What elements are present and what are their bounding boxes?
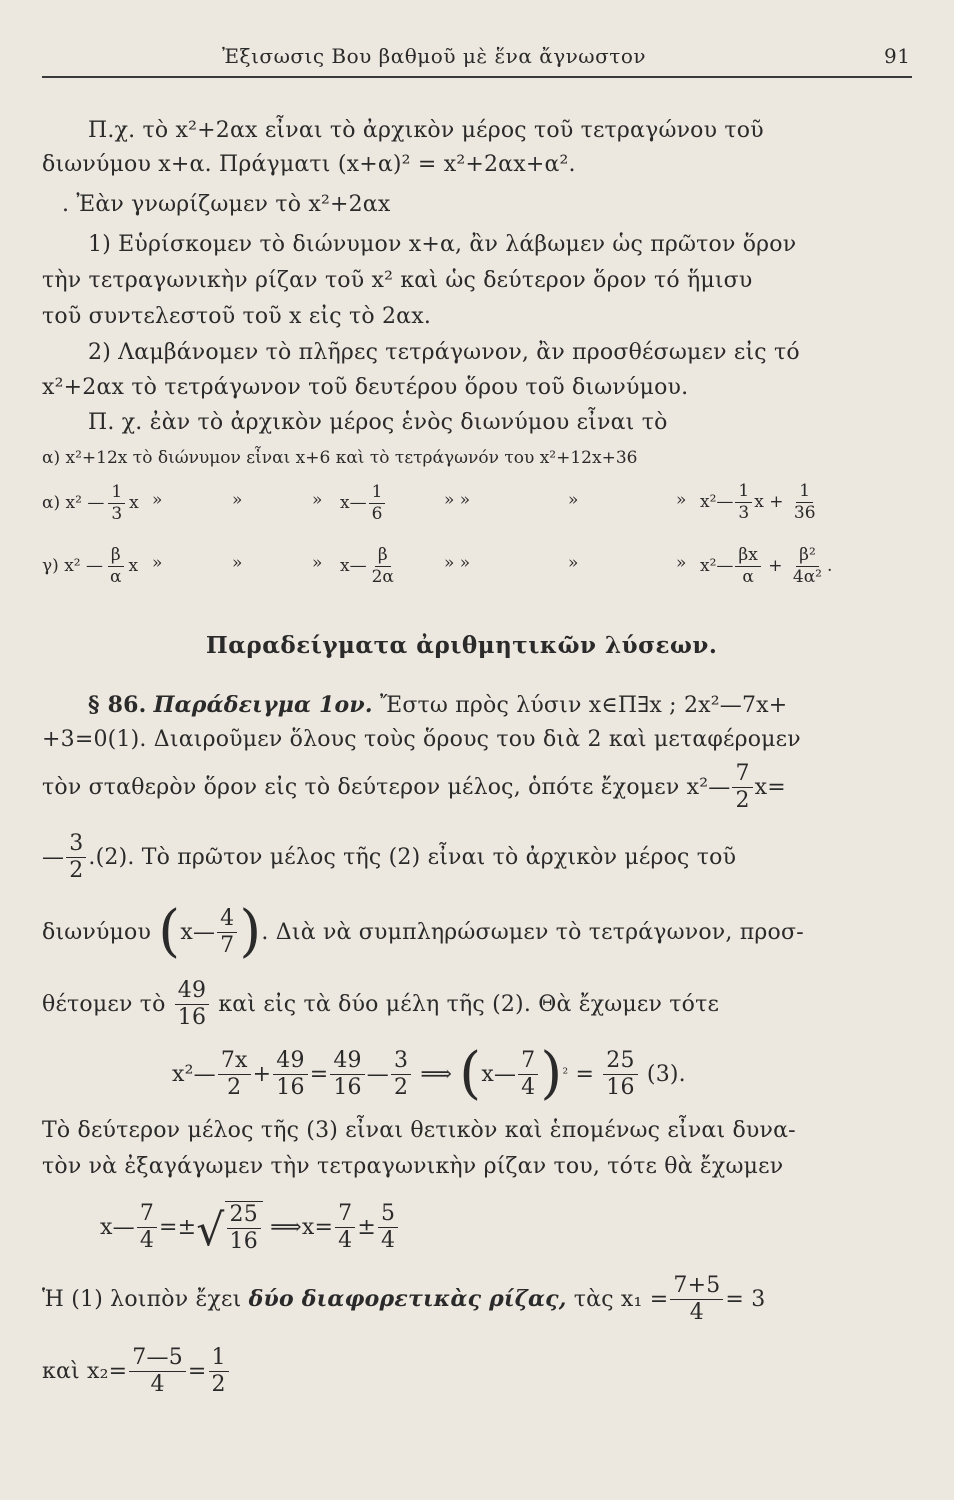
- paragraph-line: τὸν νὰ ἐξαγάγωμεν τὴν τετραγωνικὴν ρίζαν του, τότε θὰ ἔχωμεν: [42, 1154, 784, 1179]
- text-line: 2) Λαμβάνομεν τὸ πλῆρες τετράγωνον, ἂν προσθέσωμεν εἰς τό: [88, 340, 800, 365]
- text-line: διωνύμου x+α. Πράγματι (x+α)² = x²+2αx+α².: [42, 152, 576, 177]
- row-label: α) x² —: [42, 493, 105, 513]
- text-line: τοῦ συντελεστοῦ τοῦ x εἰς τὸ 2αx.: [42, 304, 432, 329]
- text-line: x²+2αx τὸ τετράγωνον τοῦ δευτέρου ὅρου τοῦ διωνύμου.: [42, 375, 689, 400]
- ditto: »: [152, 490, 163, 510]
- equation-3: x²— $\frac{7x}{2}$ + $\frac{49}{16}$ = $\frac{49}{16}$ — $\frac{3}{2}$ ⟹ ( x— $\frac{7}{4}$ ) ² = $\frac{25}{16}$ (3).: [172, 1041, 686, 1106]
- ditto: »: [568, 553, 579, 573]
- equation-sqrt: x— $\frac{7}{4}$ = ± √ $\frac{25}{16}$ ⟹ x= $\frac{7}{4}$ ± $\frac{5}{4}$: [100, 1192, 400, 1262]
- ditto: »: [232, 553, 243, 573]
- running-header: Ἐξισωσις Βου βαθμοῦ μὲ ἕνα ἄγνωστον: [222, 44, 647, 68]
- row-label: γ) x² —: [42, 556, 104, 576]
- paragraph-line: θέτομεν τὸ $\frac{49}{16}$ καὶ εἰς τὰ δύο μέλη τῆς (2). Θὰ ἔχωμεν τότε: [42, 977, 720, 1030]
- ditto: »: [152, 553, 163, 573]
- paragraph-line: — $\frac{3}{2}$ .(2). Τὸ πρῶτον μέλος τῆς (2) εἶναι τὸ ἀρχικὸν μέρος τοῦ: [42, 830, 737, 883]
- paragraph-line: § 86. Παράδειγμα 1ον. Ἔστω πρὸς λύσιν x∈Π∃x ; 2x²—7x+: [88, 692, 788, 718]
- ditto: »: [676, 490, 687, 510]
- page-number: 91: [884, 44, 911, 68]
- ditto: »: [676, 553, 687, 573]
- ditto: »: [312, 553, 323, 573]
- square: x²— $\frac{\beta x}{\alpha}$ + $\frac{\text{β²}}{\text{4α²}}$ .: [700, 544, 833, 587]
- text-line: τὴν τετραγωνικὴν ρίζαν τοῦ x² καὶ ὡς δεύτερον ὅρον τό ἥμισυ: [42, 268, 753, 293]
- ditto: »: [568, 490, 579, 510]
- table-row: α) x² — $\frac{1}{3}$ x: [42, 481, 139, 524]
- paragraph-line: διωνύμου ( x— $\frac{4}{7}$ ) . Διὰ νὰ συμπληρώσωμεν τὸ τετράγωνον, προσ-: [42, 899, 804, 964]
- text-line: . Ἐὰν γνωρίζωμεν τὸ x²+2αx: [62, 192, 391, 217]
- square-root: √ $\frac{25}{16}$: [196, 1201, 263, 1253]
- table-row: γ) x² — $\frac{\beta}{\alpha}$ x: [42, 544, 139, 587]
- table-row: α) x²+12x τὸ διώνυμον εἶναι x+6 καὶ τὸ τετράγωνόν του x²+12x+36: [42, 448, 638, 468]
- paragraph-line: Τὸ δεύτερον μέλος τῆς (3) εἶναι θετικὸν καὶ ἑπομένως εἶναι δυνα-: [42, 1118, 796, 1143]
- section-heading: Παραδείγματα ἀριθμητικῶν λύσεων.: [206, 632, 718, 659]
- square: x²— $\frac{1}{3}$ x + $\frac{1}{36}$: [700, 480, 816, 523]
- text-line: 1) Εὑρίσκομεν τὸ διώνυμον x+α, ἂν λάβωμεν ὡς πρῶτον ὅρον: [88, 232, 797, 257]
- paragraph-line: καὶ x₂= $\frac{7—5}{4}$ = $\frac{1}{2}$: [42, 1336, 231, 1406]
- ditto: »: [312, 490, 323, 510]
- header-rule: [42, 76, 912, 78]
- paragraph-line: +3=0(1). Διαιροῦμεν ὅλους τοὺς ὅρους του διὰ 2 καὶ μεταφέρομεν: [42, 727, 801, 752]
- paragraph-line: Ἡ (1) λοιπὸν ἔχει δύο διαφορετικὰς ρίζας, τὰς x₁ = $\frac{7+5}{4}$ = 3: [42, 1272, 766, 1325]
- fraction: $\frac{1}{3}$: [108, 484, 125, 523]
- ditto: » »: [444, 553, 471, 573]
- binomial: x— $\frac{\beta}{2\alpha}$: [340, 544, 394, 587]
- paragraph-line: τὸν σταθερὸν ὅρον εἰς τὸ δεύτερον μέλος, ὁπότε ἔχομεν x²— $\frac{7}{2}$ x=: [42, 760, 786, 813]
- ditto: » »: [444, 490, 471, 510]
- text-line: Π. χ. ἐὰν τὸ ἀρχικὸν μέρος ἑνὸς διωνύμου εἶναι τὸ: [88, 410, 668, 435]
- ditto: »: [232, 490, 243, 510]
- binomial: x— $\frac{1}{6}$: [340, 478, 387, 528]
- text-line: Π.χ. τὸ x²+2αx εἶναι τὸ ἀρχικὸν μέρος τοῦ τετραγώνου τοῦ: [88, 118, 764, 143]
